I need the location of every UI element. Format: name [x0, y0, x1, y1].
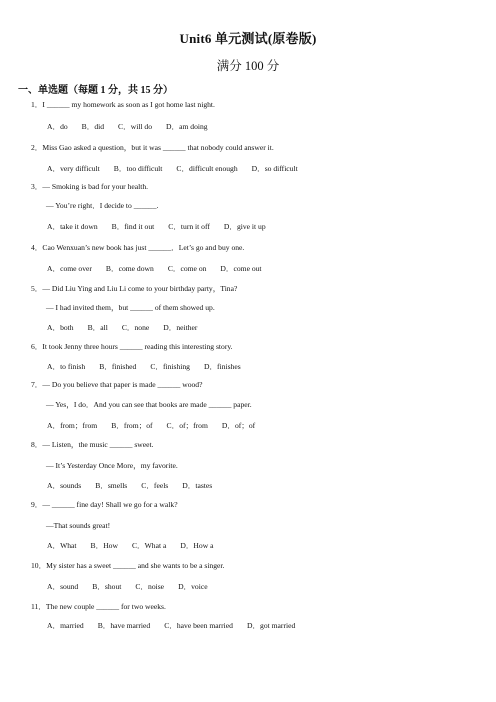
answer-options	[47, 362, 255, 372]
answer-option: D．come out	[220, 264, 262, 273]
answer-option: A．married	[47, 621, 84, 630]
answer-option: D．so difficult	[251, 164, 298, 173]
answer-options	[47, 164, 312, 174]
answer-option: C．have been married	[164, 621, 233, 630]
answer-option: A．take it down	[47, 222, 98, 231]
section-heading: 一、单选题（每题 1 分，共 15 分）	[18, 85, 173, 96]
question-text: 7．— Do you believe that paper is made ______ wood?	[31, 380, 203, 389]
answer-option: B．too difficult	[113, 164, 163, 173]
question-text: 1．I ______ my homework as soon as I got home last night.	[31, 100, 215, 109]
answer-option: B．How	[90, 541, 118, 550]
score-subtitle: 满分 100 分	[216, 59, 280, 73]
question-text: 9．— ______ fine day! Shall we go for a walk?	[31, 500, 178, 509]
answer-option: A．from；from	[47, 421, 98, 430]
answer-option: C．of；from	[166, 421, 208, 430]
answer-option: B．come down	[105, 264, 154, 273]
dialogue-line: — You’re right．I decide to ______.	[46, 201, 159, 210]
answer-option: B．from；of	[111, 421, 153, 430]
answer-options	[47, 541, 227, 551]
answer-options	[47, 264, 276, 274]
answer-options	[47, 481, 226, 491]
answer-option: C．turn it off	[168, 222, 210, 231]
dialogue-line: — I had invited them，but ______ of them showed up.	[46, 303, 215, 312]
answer-options	[47, 582, 222, 592]
answer-option: A．do	[47, 122, 68, 131]
answer-option: A．sounds	[47, 481, 82, 490]
answer-option: A．to finish	[47, 362, 86, 371]
answer-option: B．find it out	[111, 222, 155, 231]
question-text: 5．— Did Liu Ying and Liu Li come to your birthday party，Tina?	[31, 284, 238, 293]
answer-option: C．What a	[131, 541, 167, 550]
answer-option: A．sound	[47, 582, 79, 591]
answer-option: C．finishing	[150, 362, 190, 371]
answer-options	[47, 323, 211, 333]
dialogue-line: — Yes，I do．And you can see that books are made ______ paper.	[46, 400, 252, 409]
question-text: 3．— Smoking is bad for your health.	[31, 182, 149, 191]
answer-option: B．all	[87, 323, 108, 332]
answer-option: D．of；of	[221, 421, 256, 430]
answer-option: A．very difficult	[47, 164, 100, 173]
question-text: 6．It took Jenny three hours ______ reading this interesting story.	[31, 342, 233, 351]
answer-option: C．feels	[141, 481, 169, 490]
answer-option: D．tastes	[182, 481, 213, 490]
dialogue-line: —That sounds great!	[46, 521, 111, 530]
page-title: Unit6 单元测试(原卷版)	[179, 31, 317, 46]
answer-option: D．How a	[180, 541, 214, 550]
answer-options	[47, 421, 269, 431]
answer-option: C．noise	[135, 582, 165, 591]
answer-option: C．none	[121, 323, 150, 332]
answer-option: D．got married	[246, 621, 296, 630]
answer-option: D．voice	[178, 582, 208, 591]
question-text: 11．The new couple ______ for two weeks.	[31, 602, 166, 611]
answer-option: D．am doing	[166, 122, 208, 131]
answer-option: D．finishes	[203, 362, 241, 371]
question-text: 10．My sister has a sweet ______ and she wants to be a singer.	[31, 561, 225, 570]
question-text: 2．Miss Gao asked a question，but it was ______ that nobody could answer it.	[31, 143, 274, 152]
answer-option: D．give it up	[223, 222, 266, 231]
answer-option: C．will do	[118, 122, 153, 131]
dialogue-line: — It’s Yesterday Once More，my favorite.	[46, 461, 178, 470]
answer-option: B．shout	[92, 582, 122, 591]
answer-option: C．difficult enough	[176, 164, 238, 173]
question-text: 8．— Listen，the music ______ sweet.	[31, 440, 154, 449]
answer-option: A．come over	[47, 264, 92, 273]
answer-option: D．neither	[163, 323, 198, 332]
answer-options	[47, 621, 309, 631]
answer-option: B．smells	[95, 481, 128, 490]
answer-option: B．finished	[99, 362, 137, 371]
answer-option: A．What	[47, 541, 77, 550]
answer-option: A．both	[47, 323, 74, 332]
answer-option: B．have married	[97, 621, 151, 630]
answer-options	[47, 222, 280, 232]
question-text: 4．Cao Wenxuan’s new book has just ______．Let’s go and buy one.	[31, 243, 245, 252]
answer-option: C．come on	[167, 264, 207, 273]
answer-option: B．did	[81, 122, 105, 131]
answer-options	[47, 122, 222, 132]
